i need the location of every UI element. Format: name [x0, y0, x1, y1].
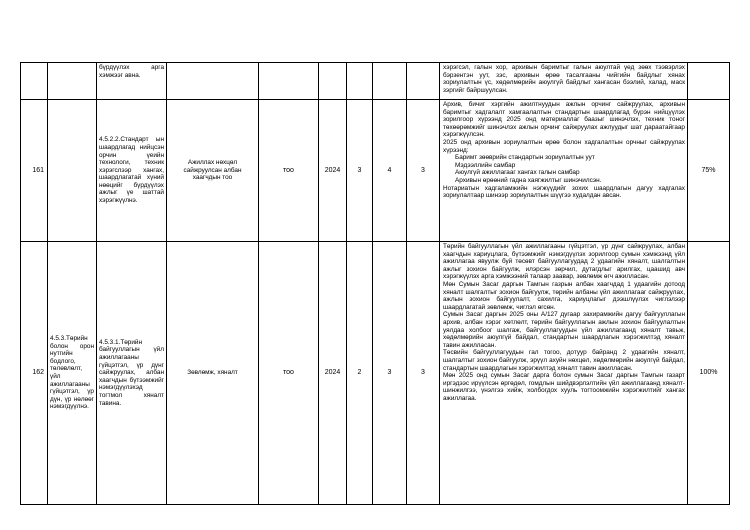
unit-cell: тоо — [259, 100, 319, 242]
percent-cell: 100% — [688, 242, 730, 505]
progress-cell — [407, 63, 440, 100]
report-cell — [440, 242, 688, 505]
year-cell: 2024 — [319, 242, 347, 505]
percent-cell — [688, 63, 730, 100]
target-cell — [373, 63, 407, 100]
target-cell: 3 — [373, 242, 407, 505]
year-cell — [319, 63, 347, 100]
progress-cell: 3 — [407, 242, 440, 505]
measure-cell: 4.5.3.1.Төрийн байгууллагын үйл ажиллагааны гүйцэтгэл, үр дүнг сайжруулах, албан хаагчдын бүтээмжийг нэмэгдүүлэхэд тогтмол хяналт тавина. — [97, 242, 167, 505]
indicator-cell: Ажиллах нөхцөл сайжруулсан албан хаагчдын тоо — [167, 100, 259, 242]
report-cell — [440, 63, 688, 100]
report-paragraph: хэрэгсэл, галын хор, архивын баримтыг галын аюултай үед зөөх тээвэрлэх бэрзентэн уут, зэс, архивын өрөө тасалгааны чийгийн байдлыг хянах зориулалтын үс, хөдөлмөрийн аюулгүй байдлыг хангасан бээлий, халад, маск зэргийг байршуулсан. — [443, 64, 685, 94]
row-number: 162 — [21, 242, 48, 505]
report-paragraph: Мөн Сумын Засаг даргын Тамгын газрын албан хаагчдад 1 удаагийн дотоод хяналт шалгалтыг зохион байгуулж, төрийн албаны үйл ажиллагааг сайжруулах, ажлын зохион байгуулалт, сахилга, хариуцлагыг дээшлүүлэх чиглэлээр шаардлагатай зөвлөмж, чиглэл өгсөн. — [443, 280, 685, 311]
goal-cell — [48, 63, 97, 100]
report-list-item: Мэдээллийн самбар — [455, 161, 516, 169]
row-number — [21, 63, 48, 100]
table-row — [21, 242, 730, 505]
unit-cell: тоо — [259, 242, 319, 505]
goal-cell — [48, 100, 97, 242]
report-paragraph: Сумын Засаг даргын 2025 оны А/127 дугаар захирамжийн дагуу байгууллагын архив, албан хэрэг хөтлөлт, төрийн байгууллагын ажлын зохион байгуулалтын уялдаа холбоог шалгаж, байгууллагуудын үйл ажиллагаанд хяналт тавьж, хөдөлмөрийн аюулгүй байдал, стандартын шаардлагын хэрэгжилтэд хяналт тавин ажилласан. — [443, 311, 685, 349]
report-list-item: Архивын өрөөний гадна хаягжилтыг шинэчилсэн. — [455, 176, 602, 184]
report-paragraph: Төсвийн байгууллагуудын гал тогоо, дотуур байранд 2 удаагийн хяналт, шалгалтыг зохион байгуулж, эрүүл ахуйн нөхцөл, хөдөлмөрийн аюулгүй байдал, стандартын шаардлагын хэрэгжилтэд хяналт тавин ажилласан. — [443, 349, 685, 372]
goal-cell: 4.5.3.Төрийн болон орон нутгийн бодлого, төлөвлөлт, үйл ажиллагааны гүйцэтгэл, үр дүн, үр нөлөөг нэмэгдүүлнэ. — [48, 242, 97, 505]
target-cell: 4 — [373, 100, 407, 242]
report-paragraph: 2025 онд архивын зориулалтын өрөө болон хадгалалтын орчныг сайжруулах хүрээнд: — [443, 138, 685, 154]
baseline-cell: 2 — [347, 242, 373, 505]
percent-cell: 75% — [688, 100, 730, 242]
indicator-cell: Зөвлөмж, хяналт — [167, 242, 259, 505]
report-cell — [440, 100, 688, 242]
unit-cell — [259, 63, 319, 100]
plan-report-table — [20, 62, 730, 505]
report-list-item: Баримт зөөврийн стандартын зориулалтын уут — [455, 154, 595, 162]
report-list-item: Аюулгүй ажиллагааг хангах галын самбар — [455, 169, 580, 177]
report-paragraph: Мөн 2025 онд сумын Засаг дарга болон сумын Засаг даргын Тамгын газарт иргэдээс ирүүлсэн өргөдөл, гомдлын шийдвэрлэлтийн үйл ажиллагаанд хяналт-шинжилгээ, үнэлгээ хийж, холбогдох хууль тогтоомжийн хэрэгжилтийг хангах ажиллагаа. — [443, 372, 685, 402]
baseline-cell: 3 — [347, 100, 373, 242]
year-cell: 2024 — [319, 100, 347, 242]
row-number: 161 — [21, 100, 48, 242]
table-row — [21, 63, 730, 100]
report-paragraph: Архив, бичиг хэргийн ажилтнуудын ажлын орчинг сайжруулах, архивын баримтыг хадгалалт хамгаалалтын стандартын шаардлагад бүрэн нийцүүлэх зорилгоор хүрээнд 2025 онд материаллаг баазыг шинэчлэх, техник тоног төхөөрөмжийг шинэчлэх ажлын орчинг сайжруулах ажлуудыг шат дараатайгаар хэрэгжүүлсэн. — [443, 101, 685, 139]
measure-cell: бүрдүүлэх арга хэмжээг авна. — [97, 63, 167, 100]
report-paragraph: Нотариатын хадгаламжийн нэгжүүдийг зохих шаардлагын дагуу хадгалах зориулалтаар шинээр зориулалтын шүүгээ худалдан авсан. — [443, 184, 685, 200]
report-paragraph: Төрийн байгууллагын үйл ажиллагааны гүйцэтгэл, үр дүнг сайжруулах, албан хаагчдын хариуцлага, бүтээмжийг нэмэгдүүлэх зорилгоор сумын хэмжээнд үйл ажиллагаа явуулж буй төсөвт байгууллагуудад 2 удаагийн хяналт, шалгалтын ажлыг зохион байгуулж, илэрсэн зөрчил, дутагдлыг арилгах, цаашид авч хэрэгжүүлэх арга хэмжээний талаар заавар, зөвлөмж өгч ажилласан. — [443, 243, 685, 281]
progress-cell: 3 — [407, 100, 440, 242]
indicator-cell — [167, 63, 259, 100]
measure-cell: 4.5.2.2.Стандарт ын шаардлагад нийцсэн орчин үеийн технологи, техник хэрэгслээр хангах, шаардлагатай хүний нөөцийг бүрдүүлэх ажлыг үе шаттай хэрэгжүүлнэ. — [97, 100, 167, 242]
baseline-cell — [347, 63, 373, 100]
table-row — [21, 100, 730, 242]
